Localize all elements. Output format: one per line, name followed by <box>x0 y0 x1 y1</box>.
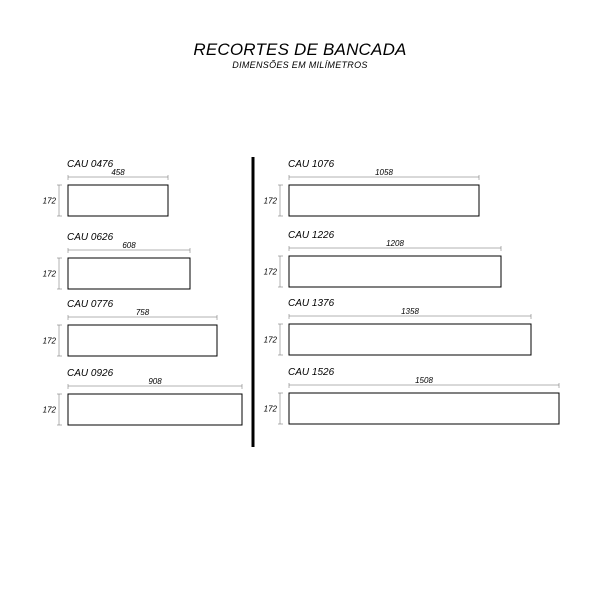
cutout-outline <box>289 324 531 355</box>
width-dimension-label: 608 <box>122 241 136 250</box>
drawing-title: RECORTES DE BANCADA <box>193 40 407 59</box>
cutout-code: CAU 0626 <box>67 232 114 243</box>
cutout-code: CAU 1076 <box>288 159 335 170</box>
width-dimension-label: 1508 <box>415 376 433 385</box>
width-dimension-label: 758 <box>135 308 150 317</box>
height-dimension-label: 172 <box>263 267 277 277</box>
cutout-outline <box>289 256 501 287</box>
cutout-cau-1376 <box>264 298 531 355</box>
height-dimension-label: 172 <box>42 336 56 346</box>
width-dimension-label: 1208 <box>386 239 404 248</box>
cutout-cau-1226 <box>264 230 501 287</box>
cutout-outline <box>289 393 559 424</box>
height-dimension-label: 172 <box>42 269 56 279</box>
cutout-cau-0776 <box>43 299 217 356</box>
cutout-code: CAU 1226 <box>288 230 335 241</box>
cutout-cau-0626 <box>43 232 190 289</box>
cutout-outline <box>289 185 479 216</box>
cutout-code: CAU 0776 <box>67 299 114 310</box>
cutout-outline <box>68 394 242 425</box>
cutout-code: CAU 0476 <box>67 159 114 170</box>
cutout-outline <box>68 185 168 216</box>
width-dimension-label: 1358 <box>401 307 419 316</box>
width-dimension-label: 1058 <box>375 168 393 177</box>
height-dimension-label: 172 <box>263 404 277 414</box>
width-dimension-label: 458 <box>111 168 125 177</box>
cutout-cau-1076 <box>264 159 479 216</box>
cutout-code: CAU 0926 <box>67 368 114 379</box>
cutout-outline <box>68 258 190 289</box>
cutout-code: CAU 1376 <box>288 298 335 309</box>
drawing-subtitle: DIMENSÕES EM MILÍMETROS <box>232 60 368 70</box>
height-dimension-label: 172 <box>263 196 277 206</box>
cutout-cau-0926 <box>43 368 242 425</box>
height-dimension-label: 172 <box>263 335 277 345</box>
height-dimension-label: 172 <box>42 196 56 206</box>
cutout-cau-1526 <box>264 367 559 424</box>
cutout-outline <box>68 325 217 356</box>
cutout-code: CAU 1526 <box>288 367 335 378</box>
height-dimension-label: 172 <box>42 405 56 415</box>
width-dimension-label: 908 <box>148 377 162 386</box>
cutout-cau-0476 <box>43 159 168 216</box>
